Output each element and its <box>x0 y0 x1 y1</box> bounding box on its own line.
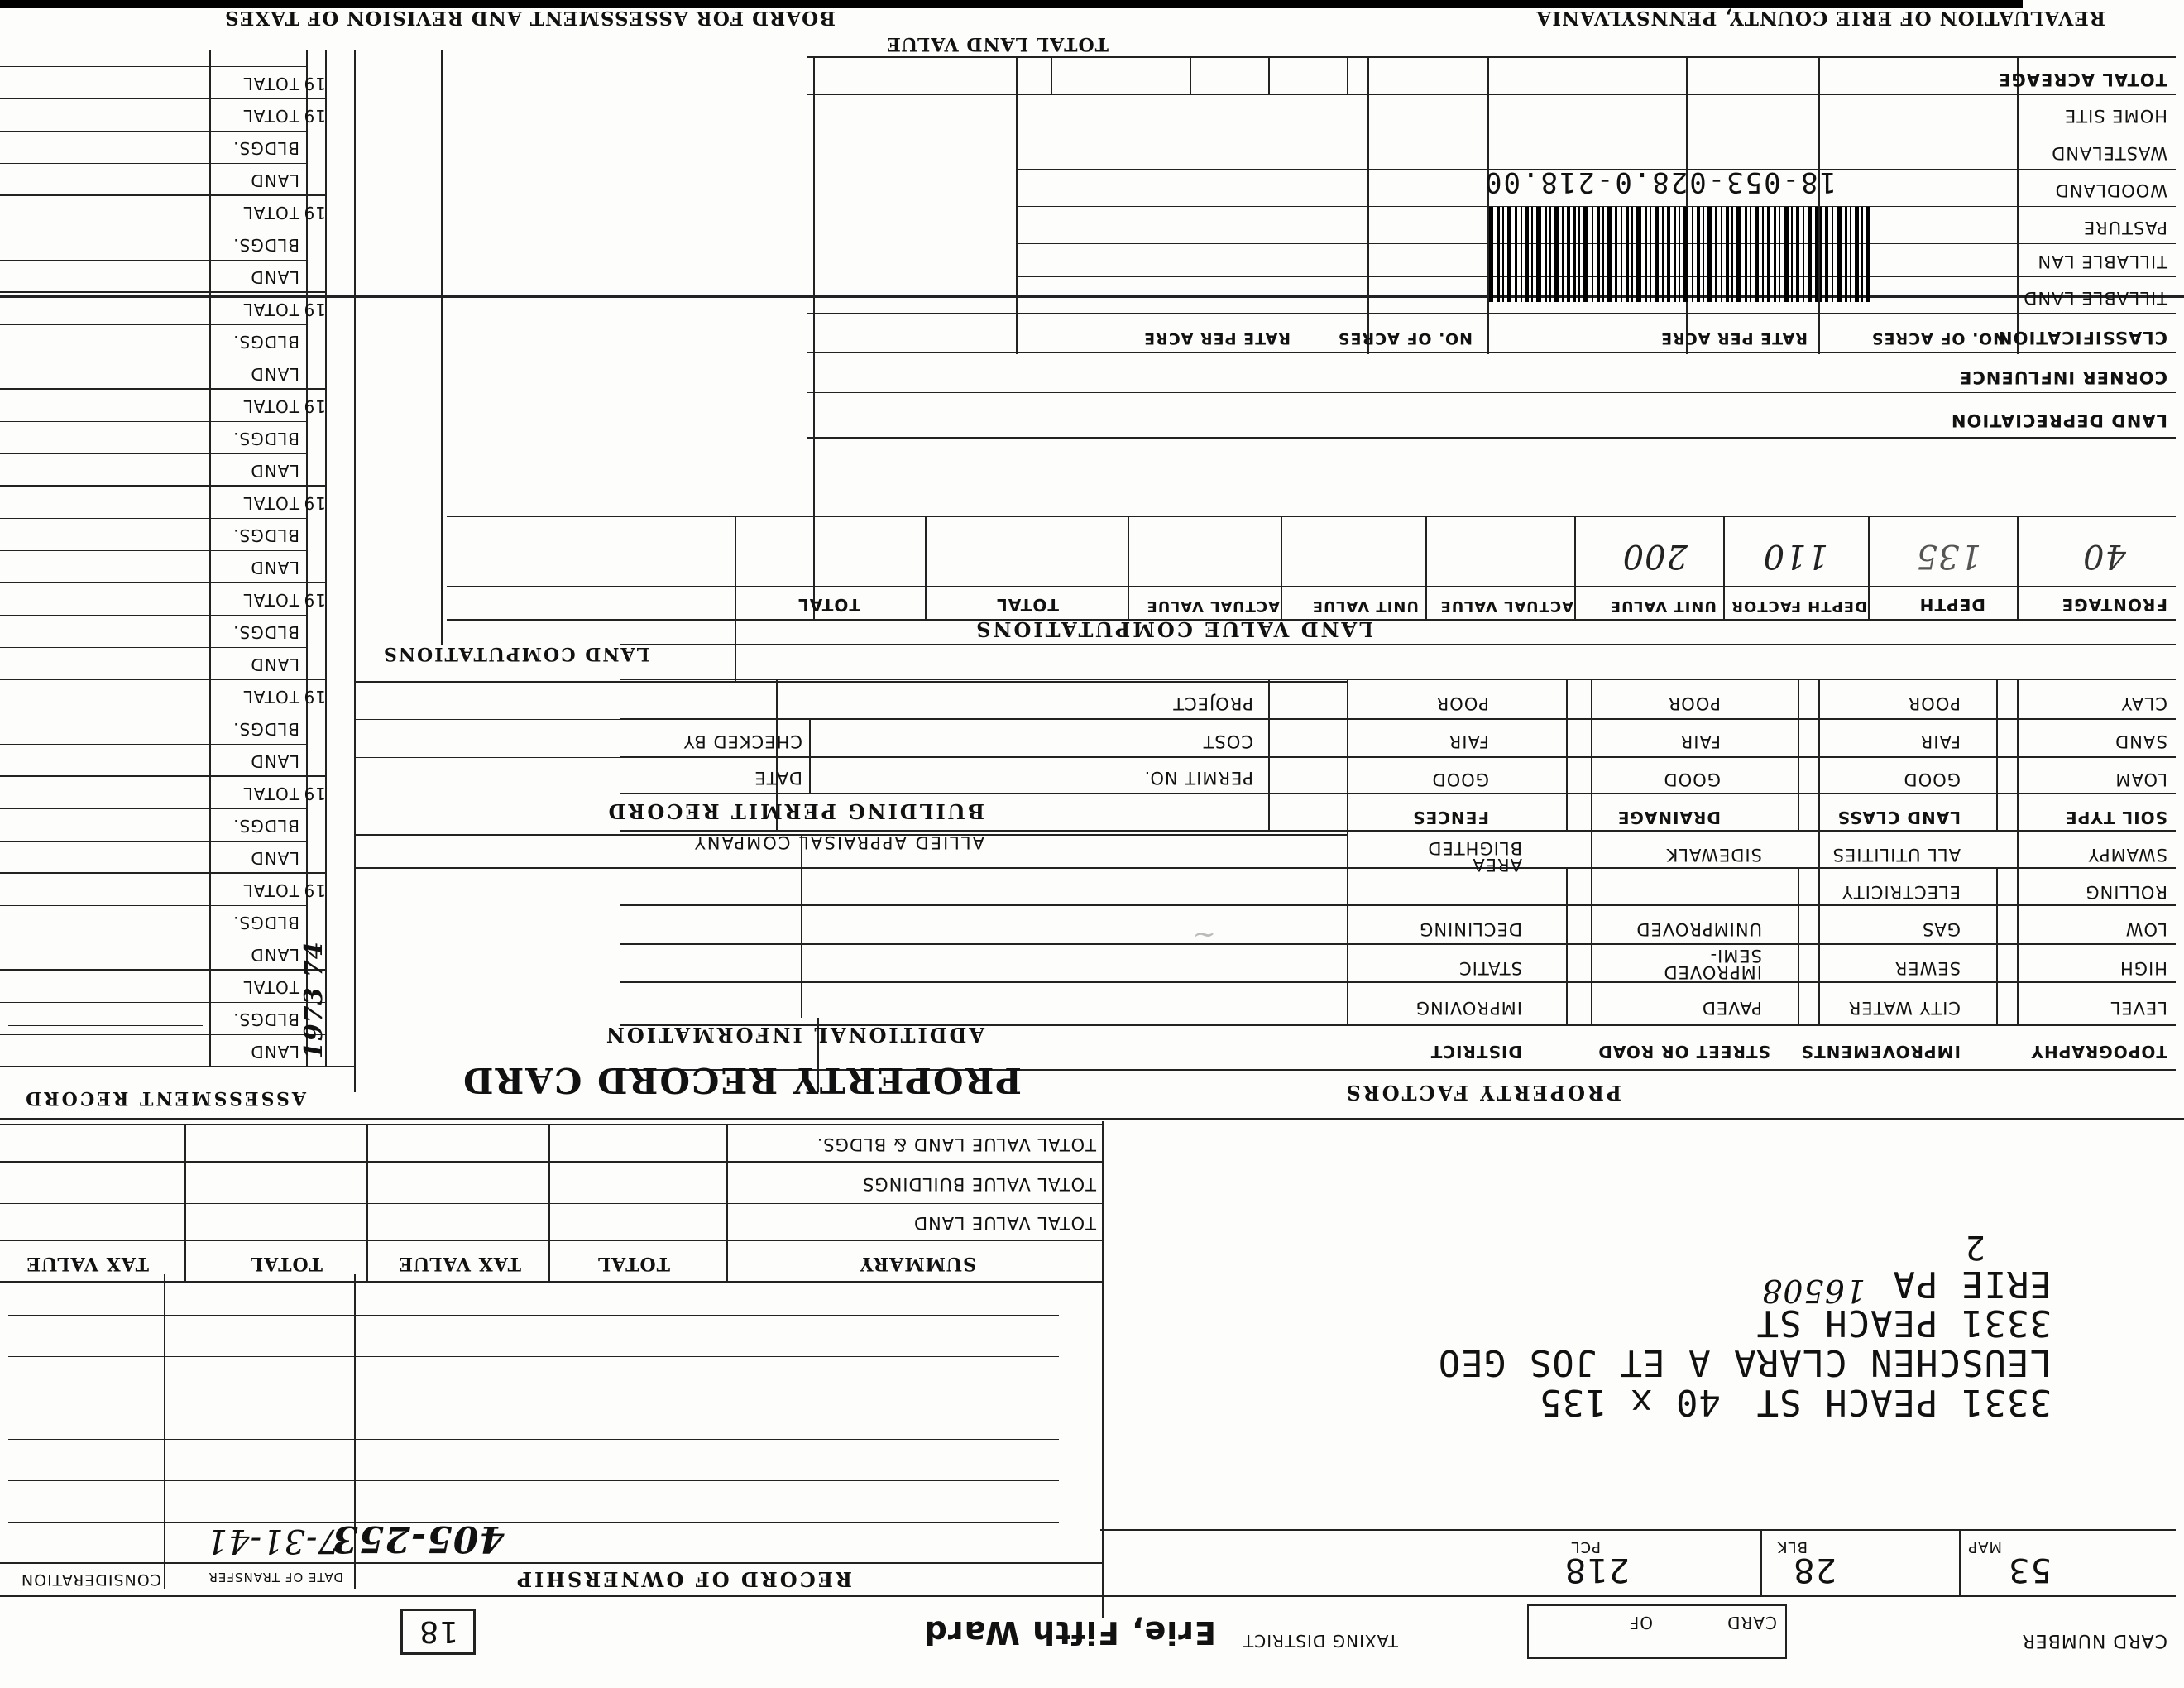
blk-value: 28 <box>1793 1551 1837 1589</box>
permit-checked-by-label: CHECKED BY <box>682 731 802 751</box>
assess-total-8: TOTAL <box>242 300 299 319</box>
assess-total-5: TOTAL <box>242 590 299 610</box>
address-line-1: 3331 PEACH ST <box>1755 1381 2052 1423</box>
topo-swampy: SWAMPY <box>2087 845 2167 865</box>
assess-bldgs-9: BLDGS. <box>232 235 299 255</box>
land-class-good: GOOD <box>1663 770 1721 789</box>
lot-size: 40 x 135 <box>1539 1381 1721 1423</box>
lvc-depth-factor-value: 110 <box>1762 537 1828 575</box>
wasteland-label: WASTELAND <box>2051 143 2167 163</box>
blk-label: BLK <box>1776 1538 1808 1556</box>
assess-year-3: 19 <box>303 784 326 803</box>
lvc-unit-value: 200 <box>1621 537 1688 575</box>
district-number-box <box>400 1609 476 1655</box>
assess-bldgs-8: BLDGS. <box>232 332 299 352</box>
assess-land-5: LAND <box>250 655 299 674</box>
parcel-barcode <box>1489 207 1870 302</box>
soil-quality-poor: POOR <box>1907 693 1961 713</box>
summary-tax-value-header-1: TAX VALUE <box>398 1253 521 1274</box>
owner-zip: 16508 <box>1761 1273 1866 1309</box>
impr-sewer: SEWER <box>1894 958 1961 978</box>
impr-all-utilities: ALL UTILITIES <box>1832 845 1961 865</box>
assess-total-10: TOTAL <box>242 106 299 126</box>
owner-city: ERIE PA <box>1892 1263 2052 1305</box>
assess-year-11: 19 <box>303 74 326 94</box>
date-of-transfer-label: DATE OF TRANSFER <box>208 1570 343 1585</box>
assess-total-11: TOTAL <box>242 74 299 94</box>
permit-no-label: PERMIT NO. <box>1143 768 1253 788</box>
assess-land-1: LAND <box>250 1042 299 1062</box>
assess-bldgs-2: BLDGS. <box>232 913 299 933</box>
map-value: 53 <box>2008 1551 2052 1589</box>
land-class-fair: FAIR <box>1679 731 1721 751</box>
improvements-label: IMPROVEMENTS <box>1800 1042 1961 1062</box>
of-label: OF <box>1628 1613 1653 1633</box>
home-site-label: HOME SITE <box>2063 106 2167 126</box>
no-of-acres-label-2: NO. OF ACRES <box>1337 329 1473 348</box>
assess-land-8: LAND <box>250 364 299 384</box>
deed-date: 7-31-41 <box>205 1522 339 1560</box>
district-name: Erie, Fifth Ward <box>923 1614 1216 1651</box>
dist-area: AREA <box>1472 855 1522 875</box>
assess-year-9: 19 <box>303 203 326 223</box>
ownership-title: RECORD OF OWNERSHIP <box>515 1567 852 1591</box>
deed-book-page: 405-253 <box>332 1518 505 1560</box>
summary-total-header-2: TOTAL <box>249 1253 323 1274</box>
topo-rolling: ROLLING <box>2085 882 2167 902</box>
street-or-road-label: STREET OR ROAD <box>1597 1042 1770 1062</box>
card-number-label: CARD NUMBER <box>2021 1630 2167 1651</box>
soil-type-label: SOIL TYPE <box>2065 808 2167 827</box>
summary-total-header-1: TOTAL <box>596 1253 670 1274</box>
summary-row-land-bldgs: TOTAL VALUE LAND & BLDGS. <box>816 1134 1096 1154</box>
card-of-box <box>1527 1604 1787 1659</box>
assess-land-7: LAND <box>250 461 299 481</box>
woodland-label: WOODLAND <box>2054 180 2167 200</box>
soil-quality-fair: FAIR <box>1919 731 1961 751</box>
classification-label: CLASSIFICATION <box>1997 328 2167 348</box>
assess-land-2: LAND <box>250 945 299 965</box>
land-computations-label: LAND COMPUTATIONS <box>382 643 649 664</box>
assess-bldgs-3: BLDGS. <box>232 816 299 836</box>
lvc-header-depth-factor: DEPTH FACTOR <box>1731 597 1867 615</box>
street-paved: PAVED <box>1701 998 1762 1018</box>
summary-tax-value-header-2: TAX VALUE <box>26 1253 149 1274</box>
assess-year-7: 19 <box>303 396 326 416</box>
property-factors-title: PROPERTY FACTORS <box>1343 1081 1621 1105</box>
assess-year-10: 19 <box>303 106 326 126</box>
tillable-lan-label: TILLABLE LAN <box>2037 252 2167 271</box>
lvc-title: LAND VALUE COMPUTATIONS <box>974 617 1373 641</box>
assess-total-4: TOTAL <box>242 687 299 707</box>
impr-electricity: ELECTRICITY <box>1841 882 1961 902</box>
assessment-record-title: ASSESSMENT RECORD <box>23 1087 306 1109</box>
summary-row-buildings: TOTAL VALUE BUILDINGS <box>862 1174 1096 1194</box>
lvc-depth-value: 135 <box>1915 537 1981 575</box>
property-record-card-title: PROPERTY RECORD CARD <box>462 1060 1022 1101</box>
fences-label: FENCES <box>1412 808 1489 827</box>
district-label: DISTRICT <box>1430 1042 1522 1062</box>
board-title: BOARD FOR ASSESSMENT AND REVISION OF TAXES <box>224 7 836 29</box>
topo-level: LEVEL <box>2110 998 2167 1018</box>
dist-static: STATIC <box>1458 958 1522 978</box>
rate-per-acre-label-1: RATE PER ACRE <box>1660 329 1808 348</box>
pasture-label: PASTURE <box>2082 218 2167 237</box>
owner-name: LEUSCHEN CLARA A ET JOS GEO <box>1437 1341 2052 1383</box>
district-number: 18 <box>419 1614 458 1648</box>
street-semi: SEMI- <box>1709 946 1762 966</box>
soil-clay: CLAY <box>2120 693 2167 713</box>
owner-street: 3331 PEACH ST <box>1755 1302 2052 1344</box>
assess-year-5: 19 <box>303 590 326 610</box>
land-depreciation-label: LAND DEPRECIATION <box>1950 410 2167 430</box>
lvc-header-actual-value-2: ACTUAL VALUE <box>1146 597 1280 615</box>
dist-blighted: BLIGHTED <box>1427 838 1522 858</box>
assess-bldgs-5: BLDGS. <box>232 622 299 642</box>
assess-year-6: 19 <box>303 493 326 513</box>
map-label: MAP <box>1967 1538 2002 1556</box>
tillable-land-label: TILLABLE LAND <box>2023 288 2167 308</box>
assess-bldgs-6: BLDGS. <box>232 525 299 545</box>
revaluation-title: REVALUATION OF ERIE COUNTY, PENNSYLVANIA <box>1535 7 2105 29</box>
topo-high: HIGH <box>2119 958 2167 978</box>
address-extra-line: 2 <box>1964 1228 1985 1266</box>
lvc-frontage-value: 40 <box>2082 537 2126 575</box>
assess-bldgs-10: BLDGS. <box>232 138 299 158</box>
topography-label: TOPOGRAPHY <box>2030 1042 2167 1062</box>
topo-low: LOW <box>2124 919 2167 939</box>
parcel-code: 18-053-028.0-218.00 <box>1483 165 1837 199</box>
lvc-header-unit-value-2: UNIT VALUE <box>1311 597 1419 615</box>
summary-row-land: TOTAL VALUE LAND <box>912 1213 1096 1233</box>
lvc-header-actual-value-1: ACTUAL VALUE <box>1439 597 1573 615</box>
assess-years-written: 1973 74 <box>299 941 328 1059</box>
permit-project-label: PROJECT <box>1172 693 1253 713</box>
drainage-poor: POOR <box>1435 693 1489 713</box>
land-class-label: LAND CLASS <box>1837 808 1961 827</box>
middle-divider <box>0 1118 2184 1120</box>
assess-land-10: LAND <box>250 170 299 190</box>
impr-gas: GAS <box>1922 919 1961 939</box>
taxing-district-label: TAXING DISTRICT <box>1243 1631 1398 1651</box>
corner-influence-label: CORNER INFLUENCE <box>1959 367 2167 387</box>
assess-year-8: 19 <box>303 300 326 319</box>
drainage-label: DRAINAGE <box>1616 808 1721 827</box>
soil-sand: SAND <box>2115 731 2167 751</box>
assess-bldgs-1: BLDGS. <box>232 1009 299 1029</box>
soil-quality-good: GOOD <box>1903 770 1961 789</box>
assess-total-3: TOTAL <box>242 784 299 803</box>
lvc-header-total-1: TOTAL <box>996 595 1059 615</box>
dist-improving: IMPROVING <box>1415 998 1522 1018</box>
assess-total-7: TOTAL <box>242 396 299 416</box>
consideration-label: CONSIDERATION <box>20 1571 161 1589</box>
lvc-header-unit-value-1: UNIT VALUE <box>1609 597 1717 615</box>
drainage-fair: FAIR <box>1448 731 1489 751</box>
assess-year-2: 19 <box>303 880 326 900</box>
pcl-label: PCL <box>1570 1538 1601 1556</box>
lvc-header-frontage: FRONTAGE <box>2061 595 2167 615</box>
allied-appraisal-label: ALLIED APPRAISAL COMPANY <box>692 832 984 852</box>
street-improved: IMPROVED <box>1663 962 1762 982</box>
lvc-header-depth: DEPTH <box>1918 595 1985 615</box>
permit-date-label: DATE <box>754 768 802 788</box>
card-label: CARD <box>1727 1613 1777 1633</box>
assess-bldgs-4: BLDGS. <box>232 719 299 739</box>
rate-per-acre-label-2: RATE PER ACRE <box>1143 329 1291 348</box>
total-land-value-label: TOTAL LAND VALUE <box>886 33 1109 55</box>
additional-info-label: ADDITIONAL INFORMATION <box>603 1023 984 1047</box>
soil-loam: LOAM <box>2115 770 2167 789</box>
assess-year-4: 19 <box>303 687 326 707</box>
assess-land-3: LAND <box>250 848 299 868</box>
dist-declining: DECLINING <box>1419 919 1522 939</box>
assess-total-9: TOTAL <box>242 203 299 223</box>
summary-header: SUMMARY <box>859 1253 976 1274</box>
pcl-value: 218 <box>1564 1551 1630 1589</box>
assess-total-2: TOTAL <box>242 880 299 900</box>
street-sidewalk: SIDEWALK <box>1665 845 1762 865</box>
total-acreage-label: TOTAL ACREAGE <box>1998 70 2167 89</box>
street-unimproved: UNIMPROVED <box>1636 919 1762 939</box>
assess-land-6: LAND <box>250 558 299 578</box>
assess-bldgs-7: BLDGS. <box>232 429 299 448</box>
assess-land-9: LAND <box>250 267 299 287</box>
permit-title: BUILDING PERMIT RECORD <box>606 799 984 823</box>
faint-handwriting: ~ <box>1191 918 1216 952</box>
land-class-poor: POOR <box>1667 693 1721 713</box>
permit-cost-label: COST <box>1202 731 1253 751</box>
assess-land-4: LAND <box>250 751 299 771</box>
impr-city-water: CITY WATER <box>1847 998 1961 1018</box>
drainage-good: GOOD <box>1431 770 1489 789</box>
assess-total-1: TOTAL <box>242 977 299 997</box>
no-of-acres-label-1: NO. OF ACRES <box>1870 329 2006 348</box>
lvc-header-total-2: TOTAL <box>797 595 860 615</box>
assess-total-6: TOTAL <box>242 493 299 513</box>
